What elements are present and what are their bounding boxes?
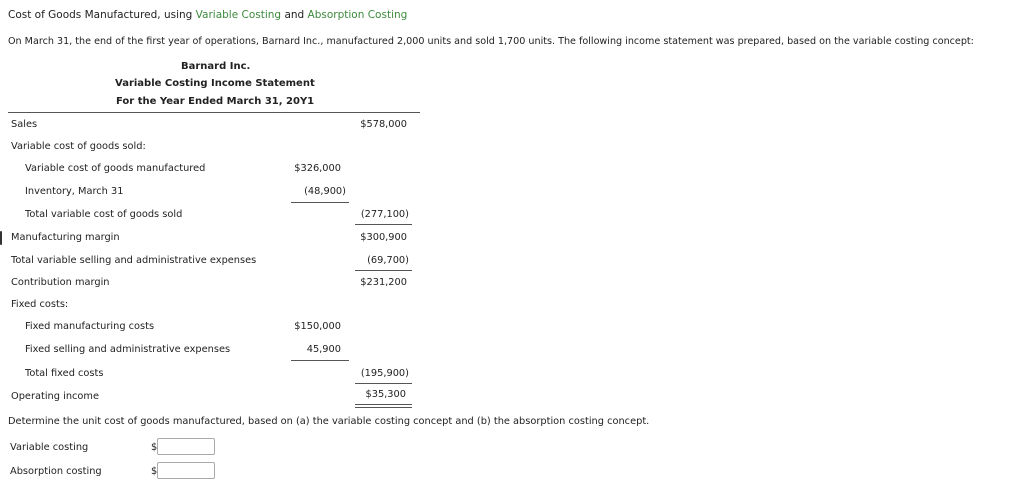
absorption-dollar-sign: $ [151,466,158,477]
var-sga-label: Total variable selling and administrative expenses [11,255,257,266]
company-name: Barnard Inc. [181,61,251,72]
total-vcogs-total: (277,100) [360,209,409,220]
variable-costing-input[interactable] [157,438,215,455]
title-and: and [281,9,308,21]
sales-total: $578,000 [360,119,407,130]
statement-period: For the Year Ended March 31, 20Y1 [116,96,315,107]
inventory-detail: (48,900) [304,186,346,197]
mfg-margin-total: $300,900 [360,232,407,243]
double-rule-top [355,404,412,405]
question-text: Determine the unit cost of goods manufactured, based on (a) the variable costing concept and (b) the absorption costing concept. [8,416,650,427]
operating-income-label: Operating income [11,391,99,402]
fixed-label: Fixed costs: [11,299,69,310]
contribution-total: $231,200 [360,277,407,288]
inventory-label: Inventory, March 31 [25,186,124,197]
variable-costing-link[interactable]: Variable Costing [195,9,282,21]
total-fixed-total: (195,900) [360,368,409,379]
operating-income-total: $35,300 [365,389,406,400]
header-rule [8,112,420,113]
fixed-sga-label: Fixed selling and administrative expenses [25,344,231,355]
double-rule-bottom [355,407,412,408]
var-sga-total: (69,700) [367,255,409,266]
total-rule-1 [355,224,412,225]
fixed-mfg-detail: $150,000 [294,321,341,332]
vcgm-detail: $326,000 [294,163,341,174]
total-fixed-label: Total fixed costs [25,368,104,379]
total-rule-2 [355,270,412,271]
absorption-costing-link[interactable]: Absorption Costing [307,9,408,21]
sales-label: Sales [11,119,38,130]
title-prefix: Cost of Goods Manufactured, using [8,9,196,21]
variable-dollar-sign: $ [151,442,158,453]
fixed-mfg-label: Fixed manufacturing costs [25,321,155,332]
mfg-margin-label: Manufacturing margin [11,232,120,243]
total-vcogs-label: Total variable cost of goods sold [25,209,183,220]
contribution-label: Contribution margin [11,277,110,288]
total-rule-3 [355,383,412,384]
vcogs-label: Variable cost of goods sold: [11,141,146,152]
detail-rule-2 [291,360,349,361]
problem-intro: On March 31, the end of the first year of operations, Barnard Inc., manufactured 2,000 units and sold 1,700 units. The following income statement was prepared, based on the variable costing concept: [8,36,974,47]
row-marker [0,231,2,245]
fixed-sga-detail: 45,900 [306,344,341,355]
problem-title [8,9,407,21]
vcgm-label: Variable cost of goods manufactured [25,163,206,174]
absorption-costing-label: Absorption costing [10,466,102,477]
statement-name: Variable Costing Income Statement [115,78,315,89]
variable-costing-label: Variable costing [10,442,89,453]
absorption-costing-input[interactable] [157,462,215,479]
detail-rule-1 [291,202,349,203]
